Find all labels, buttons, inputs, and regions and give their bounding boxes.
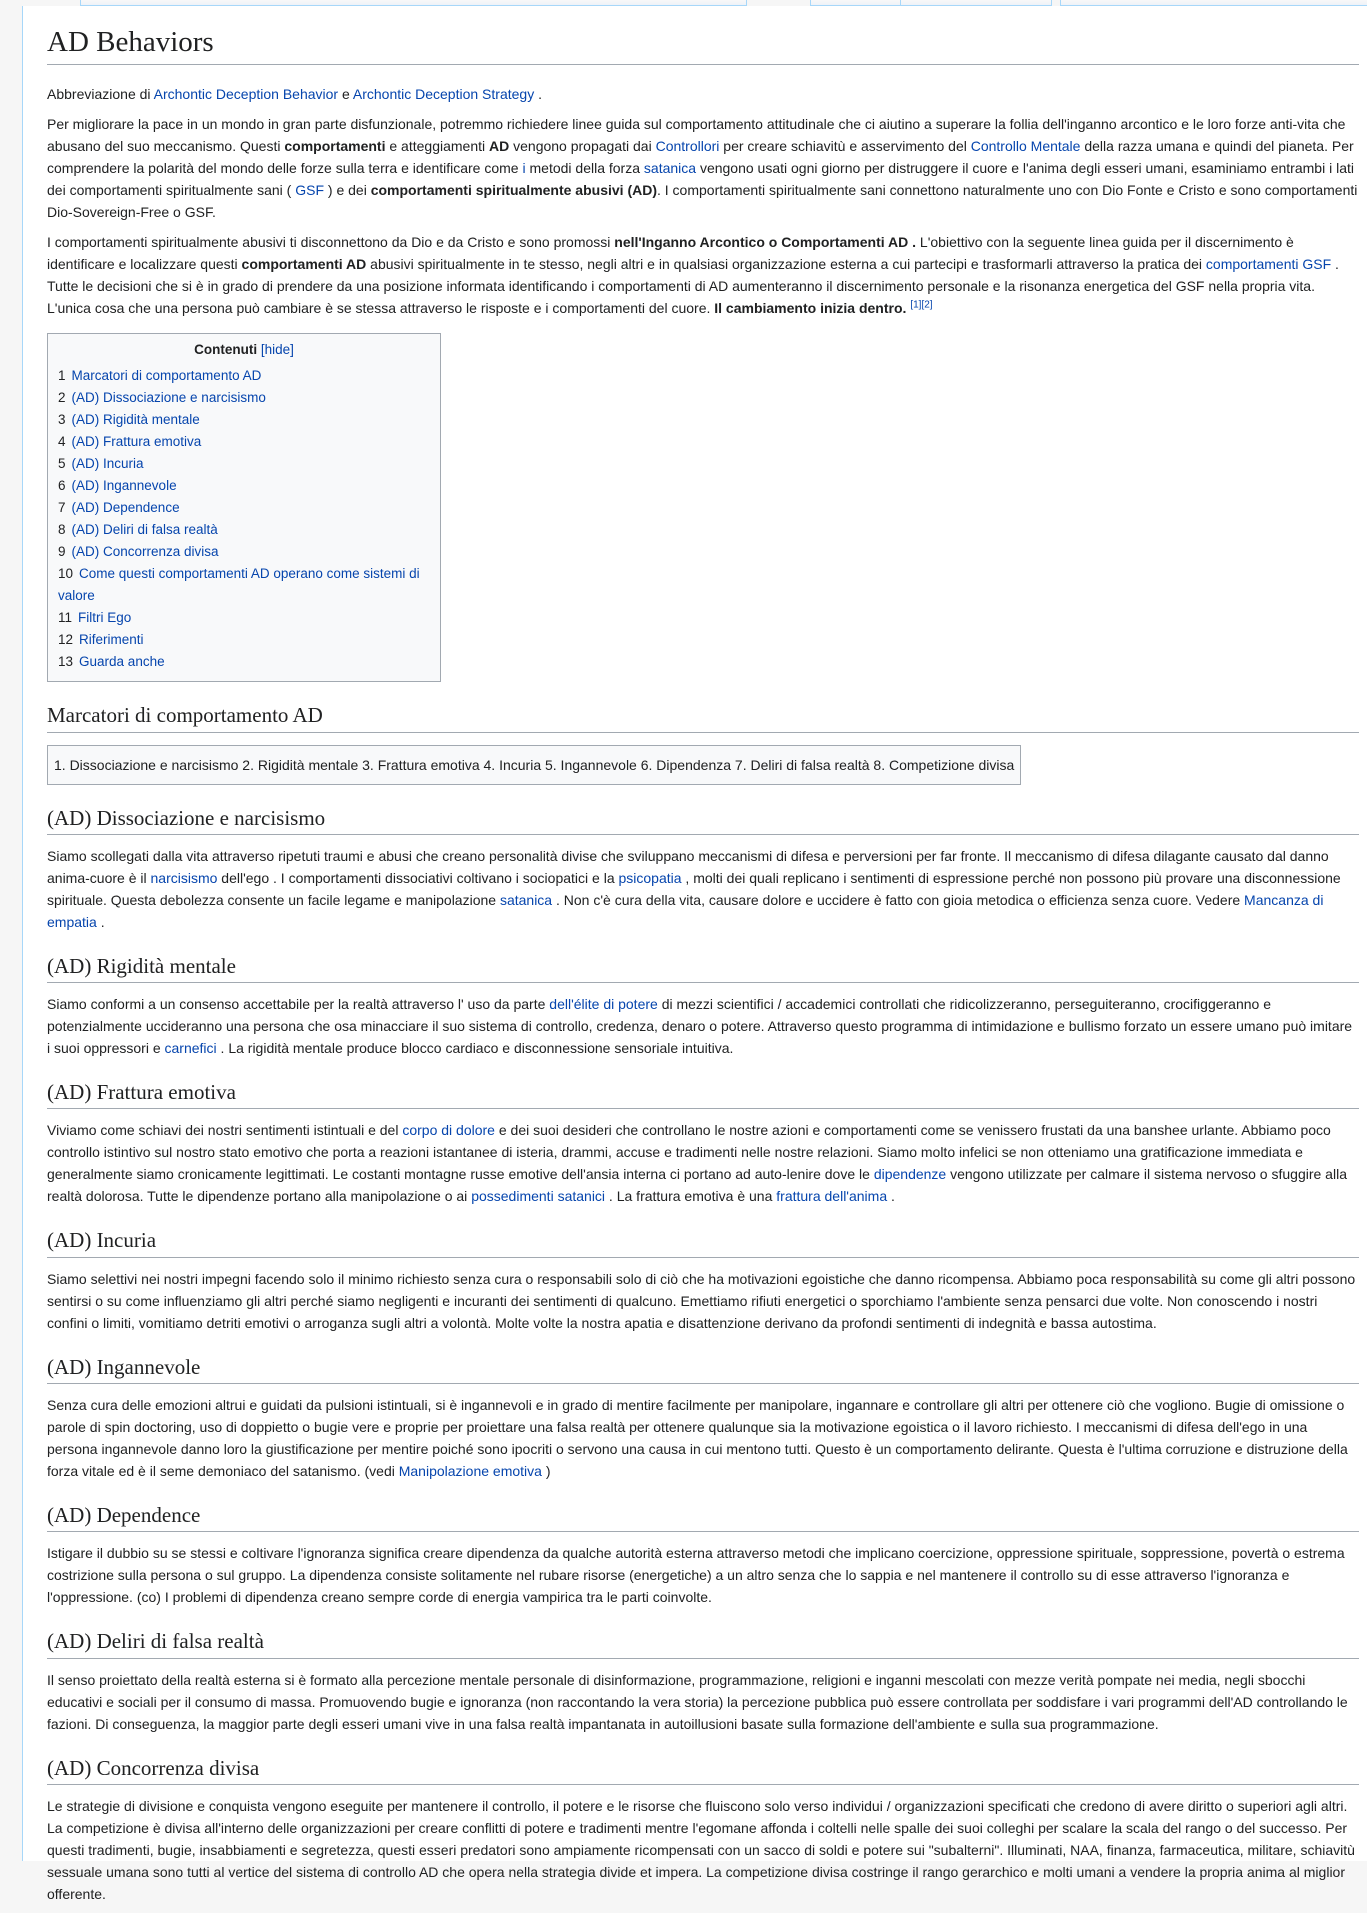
toc-number: 2 — [58, 390, 66, 406]
text: Viviamo come schiavi dei nostri sentimenti istintuali e del — [47, 1122, 403, 1139]
link-i[interactable]: i — [522, 160, 526, 177]
text: . La rigidità mentale produce blocco cardiaco e disconnessione sensoriale intuitiva. — [216, 1040, 734, 1057]
text: . La frattura emotiva è una — [605, 1188, 777, 1205]
section-text-deliri: Il senso proiettato della realtà esterna si è formato alla percezione mentale personale di disinformazione, programmazione, religioni e inganni mescolati con mezze verità pompate nei media, negli sbocchi educativi e sociali per il consumo di massa. Promuovendo bugie e ignoranza (non raccontando la vera storia) la percezione pubblica può essere controllata per soddisfare i vari programmi dell'AD controllando le fazioni. Di conseguenza, la maggior parte degli esseri umani vive in una falsa realtà impantanata in autoillusioni basate sulla formazione dell'ambiente e sulla sua programmazione. — [47, 1671, 1348, 1732]
link-dipendenze[interactable]: dipendenze — [873, 1166, 947, 1183]
toc-link[interactable]: Riferimenti — [79, 632, 144, 648]
toc-link[interactable]: (AD) Dependence — [71, 500, 180, 516]
text: metodi della forza — [525, 160, 644, 177]
text: dell'ego . I comportamenti dissociativi coltivano i sociopatici e la — [217, 869, 619, 886]
section-text-ingannevole — [47, 1394, 1359, 1482]
text: L'obiettivo con la seguente linea guida per il discernimento è identificare e localizzare questi — [47, 234, 1294, 273]
text: vengono propagati dai — [509, 138, 656, 155]
toc-item[interactable] — [58, 651, 432, 673]
text: . Non c'è cura della vita, causare dolore e uccidere è fatto con gioia metodica o efficienza senza cuore. Vedere — [552, 891, 1245, 908]
page-title: AD Behaviors — [47, 24, 1359, 65]
intro-suffix: . — [534, 86, 542, 103]
toc-item[interactable] — [58, 607, 432, 629]
toc-number: 9 — [58, 544, 66, 560]
toc-link[interactable]: (AD) Incuria — [71, 456, 144, 472]
text: . Tutte le decisioni che si è in grado di prendere da una posizione informata identificando i comportamenti di AD aumenteranno il discernimento personale e la risonanza energetica del GSF nella propria vita. L'unica cosa che una persona può cambiare è se stessa attraverso le risposte e i comportamenti del cuore. — [47, 256, 1339, 317]
link-controllo-mentale[interactable]: Controllo Mentale — [970, 138, 1081, 155]
toc-number: 12 — [58, 632, 74, 648]
reference-2[interactable]: [2] — [921, 299, 933, 311]
content-area — [22, 6, 1367, 1902]
link-gsf[interactable]: GSF — [295, 182, 325, 199]
intro-mid: e — [338, 86, 353, 103]
text: Senza cura delle emozioni altrui e guidati da pulsioni istintuali, si è ingannevoli e in grado di mentire facilmente per manipolare, ingannare e controllare gli altri per ottenere ciò che vogliono. Bugie di omissione o parole di spin doctoring, uso di doppietto o bugie vere e proprie per proiettare una falsa realtà per ottenere qualunque sia la motivazione egoistica o il lavoro richiesto. I meccanismi di difesa dell'ego in una persona ingannevole danno loro la giustificazione per mentire poiché sono ipocriti o servono una causa in cui mentono tutti. Questo è un comportamento delirante. Questa è l'ultima corruzione e distruzione della forza vitale ed è il seme demoniaco del satanismo. (vedi — [47, 1397, 1348, 1480]
toc-number: 6 — [58, 478, 66, 494]
toc-link[interactable]: (AD) Frattura emotiva — [71, 434, 202, 450]
section-text-rigidita — [47, 993, 1359, 1059]
toc-item[interactable] — [58, 497, 432, 519]
toc-number: 10 — [58, 566, 74, 582]
link-satanica[interactable]: satanica — [643, 160, 697, 177]
intro-paragraph — [47, 83, 1359, 105]
toc-title-text: Contenuti — [194, 342, 258, 358]
toc-link[interactable]: (AD) Rigidità mentale — [71, 412, 200, 428]
section-heading-incuria: (AD) Incuria — [47, 1227, 1359, 1257]
section-heading-dependence: (AD) Dependence — [47, 1502, 1359, 1532]
link-elite-di-potere[interactable]: dell'élite di potere — [549, 996, 658, 1013]
section-text-dissociazione — [47, 845, 1359, 933]
text: per creare schiavitù e asservimento del — [719, 138, 971, 155]
toc-item[interactable] — [58, 541, 432, 563]
section-text-concorrenza: Le strategie di divisione e conquista vengono eseguite per mantenere il controllo, il potere e le risorse che fluiscono solo verso individui / organizzazioni specificati che credono di avere diritto o superiori agli altri. La competizione è divisa all'interno delle organizzazioni per creare conflitti di potere e tradimenti mentre l'egomane affonda i coltelli nelle spalle dei suoi colleghi per scalare la scala del rango o del successo. Per questi tradimenti, bugie, insabbiamenti e segretezza, questi esseri predatori sono ampiamente ricompensati con un sacco di soldi e potere sui "subalterni". Illuminati, NAA, finanza, farmaceutica, militare, schiavitù sessuale umana sono tutti al vertice del sistema di controllo AD che opera nella strategia divide et impera. La competizione divisa costringe il rango gerarchico e molti umani a vendere la propria anima al miglior offerente. — [47, 1797, 1355, 1902]
link-manipolazione-emotiva[interactable]: Manipolazione emotiva — [398, 1463, 542, 1480]
toc-item[interactable] — [58, 629, 432, 651]
toc-link[interactable]: Filtri Ego — [78, 610, 132, 626]
section-heading-markers: Marcatori di comportamento AD — [47, 702, 1359, 732]
toc-number: 4 — [58, 434, 66, 450]
bold-text: comportamenti — [284, 138, 386, 155]
link-satanica[interactable]: satanica — [499, 891, 553, 908]
toc-link[interactable]: Guarda anche — [79, 654, 165, 670]
text: Siamo scollegati dalla vita attraverso ripetuti traumi e abusi che creano personalità divise che sviluppano meccanismi di difesa e perversioni per far fronte. Il meccanismo di difesa dilagante causato dal danno anima-cuore è il — [47, 847, 1329, 886]
link-comportamenti-gsf[interactable]: comportamenti GSF — [1205, 256, 1332, 273]
link-corpo-di-dolore[interactable]: corpo di dolore — [402, 1122, 495, 1139]
toc-number: 8 — [58, 522, 66, 538]
text: I comportamenti spiritualmente abusivi ti disconnettono da Dio e da Cristo e sono promossi — [47, 234, 615, 251]
text: Siamo conformi a un consenso accettabile per la realtà attraverso l' uso da parte — [47, 996, 550, 1013]
text: vengono utilizzate per calmare il sistema nervoso o sfuggire alla realtà dolorosa. Tutte le dipendenze portano alla manipolazione o ai — [47, 1166, 1347, 1205]
text: . — [96, 913, 105, 930]
toc-list — [56, 365, 432, 673]
reference-1[interactable]: [1] — [910, 299, 922, 311]
toc-item[interactable] — [58, 519, 432, 541]
toc-item[interactable] — [58, 409, 432, 431]
intro-prefix: Abbreviazione di — [47, 86, 154, 103]
text: e atteggiamenti — [385, 138, 489, 155]
toc-item[interactable] — [58, 475, 432, 497]
link-psicopatia[interactable]: psicopatia — [618, 869, 682, 886]
toc-link[interactable]: (AD) Concorrenza divisa — [71, 544, 219, 560]
toc-number: 11 — [58, 610, 73, 626]
section-heading-dissociazione: (AD) Dissociazione e narcisismo — [47, 805, 1359, 835]
toc-item[interactable] — [58, 387, 432, 409]
article-body — [47, 6, 1359, 1913]
toc-number: 7 — [58, 500, 66, 516]
bold-text: AD — [489, 138, 510, 155]
toc-link[interactable]: (AD) Ingannevole — [71, 478, 177, 494]
bold-text: comportamenti spiritualmente abusivi (AD) — [370, 182, 657, 199]
section-heading-deliri: (AD) Deliri di falsa realtà — [47, 1628, 1359, 1658]
text: abusivi spiritualmente in te stesso, negli altri e in qualsiasi organizzazione esterna a cui partecipi e trasformarli attraverso la pratica dei — [366, 256, 1206, 273]
toc-link[interactable]: Marcatori di comportamento AD — [71, 368, 262, 384]
bold-text: Il cambiamento inizia dentro. — [714, 300, 907, 317]
toc-number: 3 — [58, 412, 66, 428]
section-text-dependence: Istigare il dubbio su se stessi e coltivare l'ignoranza significa creare dipendenza da qualche autorità esterna attraverso metodi che implicano coercizione, oppressione spirituale, soppressione, povertà o estrema costrizione sulla persona o sul gruppo. La dipendenza consiste solitamente nel rubare risorse (energetiche) a un altro senza che lo sappia e nel mantenere il controllo su di esse attraverso l'ignoranza e l'oppressione. (co) I problemi di dipendenza creano sempre corde di energia vampirica tra le parti coinvolte. — [47, 1545, 1345, 1606]
toc-number: 13 — [58, 654, 74, 670]
text: Per migliorare la pace in un mondo in gran parte disfunzionale, potremmo richiedere linee guida sul comportamento attitudinale che ci aiutino a superare la follia dell'inganno arcontico e le loro forze anti-vita che abusano del suo meccanismo. Questi — [47, 116, 1346, 155]
toc-link[interactable]: (AD) Deliri di falsa realtà — [71, 522, 218, 538]
link-narcisismo[interactable]: narcisismo — [150, 869, 218, 886]
section-heading-ingannevole: (AD) Ingannevole — [47, 1354, 1359, 1384]
text: e dei suoi desideri che controllano le nostre azioni e comportamenti come se venissero frustati da una banshee urlante. Abbiamo poco controllo istintivo sul nostro stato emotivo che porta a reazioni istantanee di isteria, drammi, accuse e tradimenti nelle nostre relazioni. Siamo molto infelici se non otteniamo una gratificazione immediata e generalmente siamo cronicamente legittimati. Le costanti montagne russe emotive dell'ansia interna ci portano ad auto-lenire dove le — [47, 1122, 1331, 1183]
toc-title — [56, 342, 432, 357]
paragraph-1 — [47, 113, 1359, 223]
toc-hide-toggle[interactable]: [hide] — [260, 342, 294, 358]
toc-item[interactable] — [58, 563, 432, 607]
text: di mezzi scientifici / accademici controllati che ridicolizzeranno, perseguiteranno, crocifiggeranno e potenzialmente uccideranno una persona che osa minacciare il suo sistema di controllo, credenza, denaro o potere. Attraverso questo programma di intimidazione e bullismo forzato un essere umano può imitare i suoi oppressori e — [47, 996, 1353, 1057]
section-text-incuria: Siamo selettivi nei nostri impegni facendo solo il minimo richiesto senza cura o responsabili solo di ciò che ha motivazioni egoistiche che danno ricompensa. Abbiamo poca responsabilità su come gli altri possono sentirsi o su come influenziamo gli altri perché siamo negligenti e incuranti dei sentimenti di qualcuno. Emettiamo rifiuti energetici o sporchiamo l'ambiente senza pensarci due volte. Non conoscendo i nostri confini o limiti, vomitiamo detriti emotivi o arroganza sugli altri a volontà. Molte volte la nostra apatia e disattenzione derivano da profondi sentimenti di indegnità e bassa autostima. — [47, 1270, 1356, 1331]
link-archontic-deception-behavior[interactable]: Archontic Deception Behavior — [153, 86, 339, 103]
text: . I comportamenti spiritualmente sani connettono naturalmente uno con Dio Fonte e Cristo e sono comportamenti Dio-Sovereign-Free o GSF. — [47, 182, 1358, 221]
paragraph-2 — [47, 231, 1359, 319]
text: , molti dei quali replicano i sentimenti di espressione perché non possono più provare una disconnessione spirituale. Questa debolezza consente un facile legame e manipolazione — [47, 869, 1341, 908]
markers-box: 1. Dissociazione e narcisismo 2. Rigidità mentale 3. Frattura emotiva 4. Incuria 5. Ingannevole 6. Dipendenza 7. Deliri di falsa realtà 8. Competizione divisa — [47, 745, 1021, 785]
toc-item[interactable] — [58, 365, 432, 387]
section-text-frattura — [47, 1119, 1359, 1207]
bold-text: comportamenti AD — [241, 256, 367, 273]
text: . — [887, 1188, 895, 1205]
toc-item[interactable] — [58, 431, 432, 453]
link-possedimenti-satanici[interactable]: possedimenti satanici — [471, 1188, 606, 1205]
link-mancanza-di-empatia[interactable]: Mancanza di empatia — [47, 891, 1324, 930]
text: della razza umana e quindi del pianeta. Per comprendere la polarità del mondo delle forze sulla terra e identificare come — [47, 138, 1354, 177]
text: vengono usati ogni giorno per distruggere il cuore e l'anima degli esseri umani, esaminiamo entrambi i lati dei comportamenti spiritualmente sani ( — [47, 160, 1354, 199]
section-heading-frattura: (AD) Frattura emotiva — [47, 1079, 1359, 1109]
toc-number: 1 — [58, 368, 66, 384]
toc-link[interactable]: Come questi comportamenti AD operano come sistemi di valore — [58, 566, 420, 604]
toc-link[interactable]: (AD) Dissociazione e narcisismo — [71, 390, 266, 406]
toc-item[interactable] — [58, 453, 432, 475]
table-of-contents — [47, 333, 441, 682]
link-controllori[interactable]: Controllori — [655, 138, 720, 155]
link-archontic-deception-strategy[interactable]: Archontic Deception Strategy — [352, 86, 535, 103]
text: ) — [541, 1463, 551, 1480]
toc-number: 5 — [58, 456, 66, 472]
link-carnefici[interactable]: carnefici — [164, 1040, 217, 1057]
link-frattura-dell-anima[interactable]: frattura dell'anima — [776, 1188, 888, 1205]
bold-text: nell'Inganno Arcontico o Comportamenti AD . — [614, 234, 917, 251]
section-heading-rigidita: (AD) Rigidità mentale — [47, 953, 1359, 983]
section-heading-concorrenza: (AD) Concorrenza divisa — [47, 1755, 1359, 1785]
text: ) e dei — [324, 182, 371, 199]
